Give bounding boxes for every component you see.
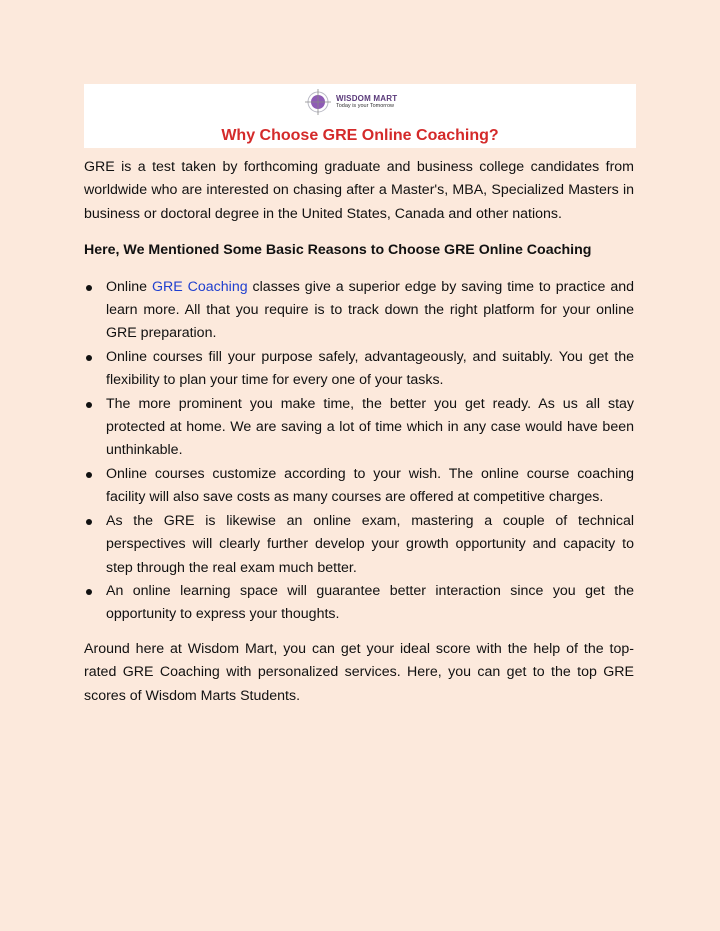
bullet-icon — [86, 472, 92, 478]
list-item — [84, 276, 634, 346]
list-item — [84, 393, 634, 463]
list-item — [84, 463, 634, 510]
bullet-icon — [86, 589, 92, 595]
bullet-icon — [86, 355, 92, 361]
list-item — [84, 580, 634, 627]
target-logo-icon — [304, 88, 332, 116]
reason-text: Online courses fill your purpose safely, advantageously, and suitably. You get the flexibility to plan your time for every one of your tasks. — [106, 348, 634, 389]
reason-text: As the GRE is likewise an online exam, mastering a couple of technical perspectives will clearly further develop your growth opportunity and capacity to step through the real exam much better. — [106, 512, 634, 576]
closing-paragraph: Around here at Wisdom Mart, you can get your ideal score with the help of the top-rated GRE Coaching with personalized services. Here, you can get to the top GRE scores of Wisdom Marts Students. — [84, 640, 634, 704]
list-item — [84, 346, 634, 393]
logo-tagline: Today is your Tomorrow — [336, 102, 394, 109]
section-subheading: Here, We Mentioned Some Basic Reasons to Choose GRE Online Coaching — [84, 242, 592, 259]
bullet-icon — [86, 285, 92, 291]
reason-text: An online learning space will guarantee better interaction since you get the opportunity to express your thoughts. — [106, 582, 634, 623]
reason-text: Online courses customize according to your wish. The online course coaching facility will also save costs as many courses are offered at competitive charges. — [106, 465, 634, 506]
wisdom-mart-logo — [304, 88, 424, 116]
list-item — [84, 510, 634, 580]
logo-name: WISDOM MART — [336, 93, 398, 103]
reasons-list — [84, 276, 634, 627]
page-title: Why Choose GRE Online Coaching? — [221, 127, 499, 144]
gre-coaching-link[interactable]: GRE Coaching — [151, 278, 248, 295]
bullet-icon — [86, 402, 92, 408]
intro-paragraph: GRE is a test taken by forthcoming graduate and business college candidates from worldwide who are interested on chasing after a Master's, MBA, Specialized Masters in business or doctoral degree in the United States, Canada and other nations. — [84, 159, 634, 222]
bullet-icon — [86, 519, 92, 525]
reason-text: classes give a superior edge by saving time to practice and learn more. All that you require is to track down the right platform for your online GRE preparation. — [106, 278, 635, 342]
article-body — [84, 156, 634, 708]
reason-prefix: Online — [106, 278, 152, 295]
reason-text: The more prominent you make time, the better you get ready. As us all stay protected at home. We are saving a lot of time which in any case would have been unthinkable. — [106, 395, 634, 459]
